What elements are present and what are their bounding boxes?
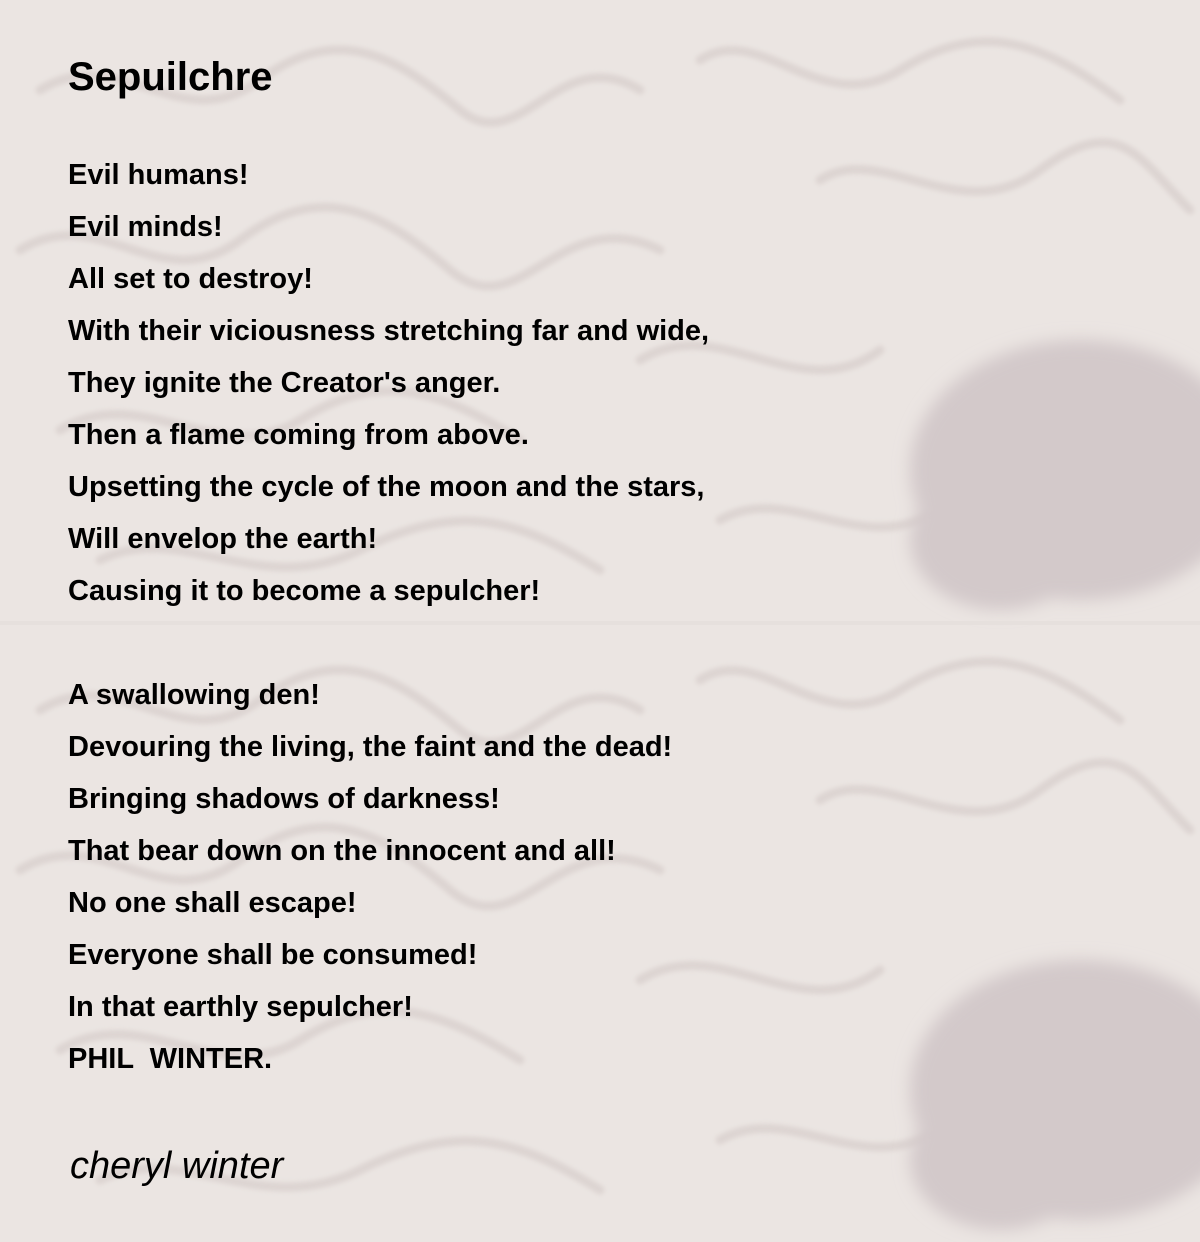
poem-line: All set to destroy!: [68, 263, 313, 295]
poem-line: They ignite the Creator's anger.: [68, 367, 501, 399]
poem-line: With their viciousness stretching far and wide,: [68, 315, 710, 347]
poem-line: Then a flame coming from above.: [68, 419, 529, 451]
poem-line: Everyone shall be consumed!: [68, 939, 478, 971]
poem-title: Sepuilchre: [68, 55, 273, 99]
poem-line: In that earthly sepulcher!: [68, 991, 413, 1023]
poem-line: Upsetting the cycle of the moon and the stars,: [68, 471, 705, 503]
poem-line: Causing it to become a sepulcher!: [68, 575, 541, 607]
poem-line: Bringing shadows of darkness!: [68, 783, 500, 815]
poem-line: Evil humans!: [68, 159, 249, 191]
poem-line: Evil minds!: [68, 211, 223, 243]
poem-line: Devouring the living, the faint and the dead!: [68, 731, 673, 763]
stanza-1: [68, 149, 709, 617]
poem-line: A swallowing den!: [68, 679, 320, 711]
stanza-2: [68, 669, 672, 1085]
poem-line: Will envelop the earth!: [68, 523, 378, 555]
poem-line: That bear down on the innocent and all!: [68, 835, 616, 867]
poem-line: No one shall escape!: [68, 887, 357, 919]
poem-author: cheryl winter: [70, 1145, 284, 1187]
poem-signature-line: PHIL WINTER.: [68, 1043, 273, 1075]
